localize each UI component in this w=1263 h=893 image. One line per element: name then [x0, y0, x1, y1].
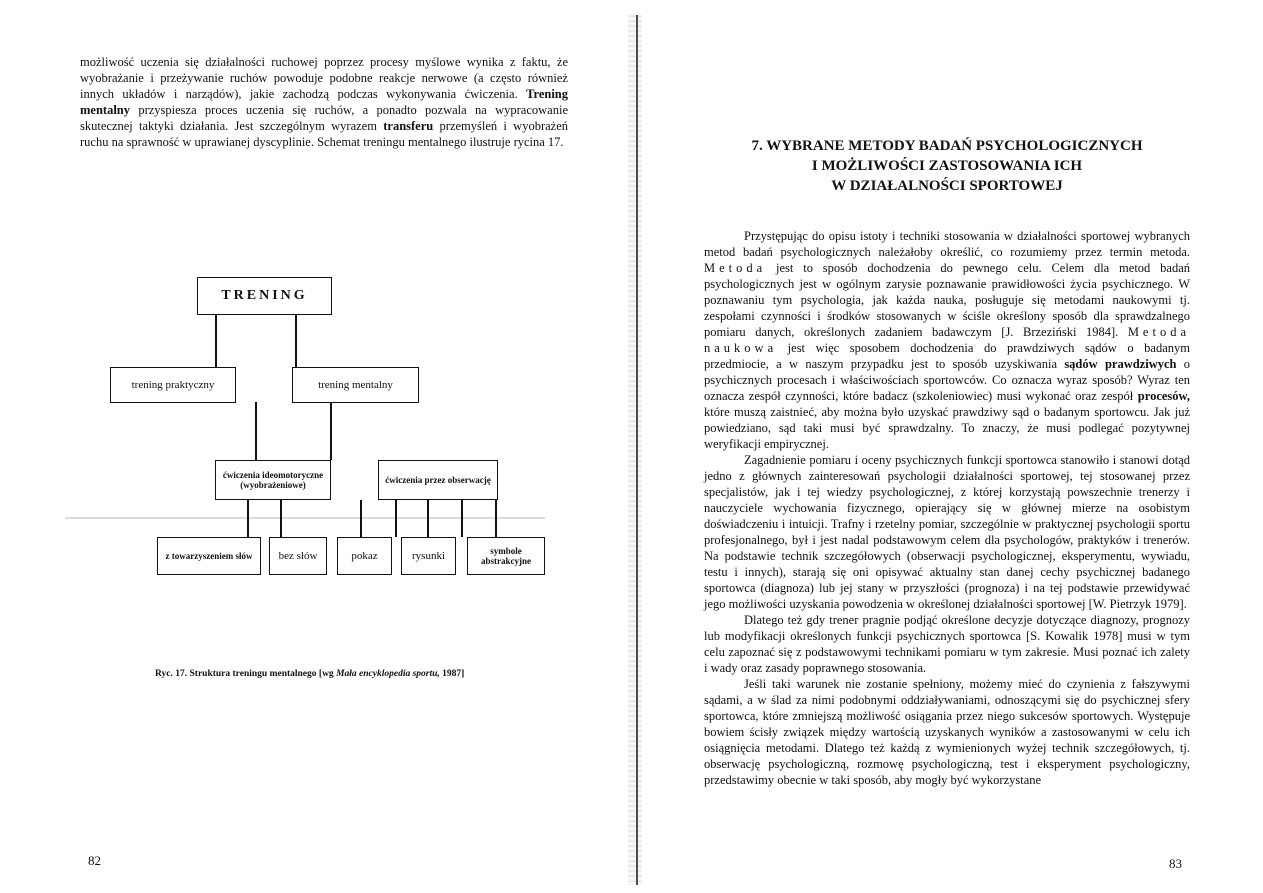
p1-text-b: jest to sposób dochodzenia do pewnego celu. Celem dla metod badań psychologicznych jest w ogólnym zarysie poznawanie prawidłowości życia psychicznego. W poznawaniu tym psychologia, jak każda nauka, posługuje się metodami naukowymi tj. zespołami czynności i środków stosowanych w ściśle określony sposób dla sprawdzalnego pomiaru danych, określonych zadaniem badawczym [J. Brzeziński 1984]. — [704, 261, 1190, 339]
p1-term-sadow-prawdziwych: sądów prawdziwych — [1064, 357, 1177, 371]
term-trening-mentalny: Trening mentalny — [80, 87, 569, 117]
term-transfer: transferu — [383, 119, 434, 133]
p1-text-e: które muszą zaistnieć, aby można było uzyskać prawdziwy sąd o badanym sportowcu. Jak już powiedziano, sąd taki musi być sprawdzalny. To znaczy, że musi podlegać pozytywnej weryfikacji empirycznej. — [704, 405, 1190, 451]
connector — [461, 500, 463, 537]
diagram-node-cwiczenia-obserwacja: ćwiczenia przez obserwację — [378, 460, 498, 500]
scan-line — [65, 517, 545, 519]
diagram-leaf-rysunki: rysunki — [401, 537, 456, 575]
connector — [360, 500, 362, 537]
page-number-right: 83 — [1169, 856, 1182, 871]
diagram-node-trening-mentalny: trening mentalny — [292, 367, 419, 403]
paragraph-4: Jeśli taki warunek nie zostanie spełniony, możemy mieć do czynienia z fałszywymi sądami, a w ślad za nimi podobnymi oddziaływaniami, odnoszącymi się do psychicznej sfery sportowca, które zmniejszą możliwość osiągania przez niego sukcesów sportowych. Występuje bowiem ścisły związek między wartością uzyskanych wyników a zastosowanymi w celu ich osiągnięcia metodami. Dlatego też każdą z wymienionych wyżej technik szczegółowych, tj. obserwację psychologiczną, rozmowę psychologiczną, test i eksperyment psychologiczny, przedstawimy obecnie w taki sposób, aby mogły być wykorzystane — [704, 677, 1190, 787]
chapter-title-line-2: I MOŻLIWOŚCI ZASTOSOWANIA ICH — [811, 158, 1083, 174]
connector — [330, 402, 332, 460]
p1-term-procesow: procesów, — [1137, 389, 1190, 403]
caption-source: Mała encyklopedia sportu, — [336, 669, 440, 679]
diagram-leaf-symbole-abstrakcyjne: symbole abstrakcyjne — [467, 537, 545, 575]
p1-term-metoda-naukowa: Metoda naukowa — [704, 325, 1190, 355]
chapter-title — [732, 136, 1162, 196]
figure-caption — [155, 669, 464, 679]
paragraph-3: Dlatego też gdy trener pragnie podjąć określone decyzje dotyczące diagnozy, prognozy lub modyfikacji określonych funkcji psychicznych sportowca [S. Kowalik 1978] musi w tym celu zapoznać się z podstawowymi technikami pomiaru w tym zakresie. Musi poznać ich zalety i wady oraz zasady poprawnego stosowania. — [704, 613, 1190, 675]
connector — [295, 315, 297, 367]
p1-text-c: jest więc sposobem dochodzenia do prawdziwych sądów o badanym przedmiocie, a w naszym przypadku jest to sposób uzyskiwania — [704, 341, 1190, 371]
left-page — [0, 0, 630, 893]
caption-year: 1987] — [442, 669, 465, 679]
connector — [215, 315, 217, 367]
connector — [395, 500, 397, 537]
chapter-title-line-3: W DZIAŁALNOŚCI SPORTOWEJ — [831, 178, 1063, 194]
diagram-leaf-bez-slow: bez słów — [269, 537, 327, 575]
connector — [255, 402, 257, 460]
chapter-title-line-1: 7. WYBRANE METODY BADAŃ PSYCHOLOGICZNYCH — [751, 138, 1143, 154]
connector — [427, 500, 429, 537]
paragraph-2: Zagadnienie pomiaru i oceny psychicznych funkcji sportowca stanowiło i stanowi dotąd jedno z głównych zainteresowań psychologii działalności sportowej, tej stosowanej przez specjalistów, jak i tej wiedzy psychologicznej, z której korzystają powszechnie trenerzy i nauczyciele wychowania fizycznego, opierający się w głównej mierze na osobistym doświadczeniu i intuicji. Trafny i rzetelny pomiar, szczególnie w praktycznej psychologii sportu profesjonalnego, był i jest nadal podstawowym celem dla psychologów, praktyków i trenerów. Na podstawie technik szczegółowych (obserwacji psychologicznej, eksperymentu, wywiadu, testu i innych), starają się oni opisywać aktualny stan danej cechy psychicznej badanego sportowca (diagnoza) lub jej stany w przyszłości (prognoza) i na tej podstawie przewidywać jego możliwości uzyskania powodzenia w określonej działalności sportowej [W. Pietrzyk 1979]. — [704, 453, 1190, 611]
diagram-root-trening: TRENING — [197, 277, 332, 315]
caption-text: Struktura treningu mentalnego [wg — [189, 669, 334, 679]
caption-label: Ryc. 17. — [155, 669, 188, 679]
p1-text-d: o psychicznych procesach i właściwościach sportowców. Co oznacza wyraz sposób? Wyraz ten oznacza zespół czynności, które badacz (szkoleniowiec) musi wykonać oraz zespół — [704, 357, 1191, 403]
intro-paragraph — [80, 54, 568, 150]
diagram-node-cwiczenia-ideomotoryczne: ćwiczenia ideomotoryczne (wyobrażeniowe) — [215, 460, 331, 500]
diagram-node-trening-praktyczny: trening praktyczny — [110, 367, 236, 403]
p1-text-a: Przystępując do opisu istoty i techniki stosowania w działalności sportowej wybranych metod badań psychologicznych należałoby określić, co rozumiemy przez termin metoda. — [704, 229, 1190, 259]
p1-term-metoda: Metoda — [704, 261, 767, 275]
diagram-leaf-z-towarzyszeniem-slow: z towarzyszeniem słów — [157, 537, 261, 575]
intro-text-1: możliwość uczenia się działalności ruchowej poprzez procesy myślowe wynika z faktu, że wyobrażanie i przeżywanie ruchów powoduje podobne reakcje nerwowe (a często również innych układów i narządów), jakie zachodzą podczas wykonywania ćwiczenia. — [80, 55, 568, 101]
chapter-body — [704, 228, 1190, 788]
connector — [495, 500, 497, 537]
right-page — [640, 0, 1263, 893]
connector — [280, 500, 282, 537]
connector — [247, 500, 249, 537]
training-diagram — [105, 275, 565, 585]
intro-text-3: przemyśleń i wyobrażeń ruchu na sprawność w uprawianej dyscyplinie. Schemat treningu mentalnego ilustruje rycina 17. — [80, 119, 569, 149]
paragraph-1 — [704, 228, 1190, 452]
diagram-leaf-pokaz: pokaz — [337, 537, 392, 575]
intro-text-2: przyspiesza proces uczenia się ruchów, a ponadto pozwala na wypracowanie skutecznej taktyki działania. Jest szczególnym wyrazem — [80, 103, 568, 133]
page-number-left: 82 — [88, 853, 101, 868]
